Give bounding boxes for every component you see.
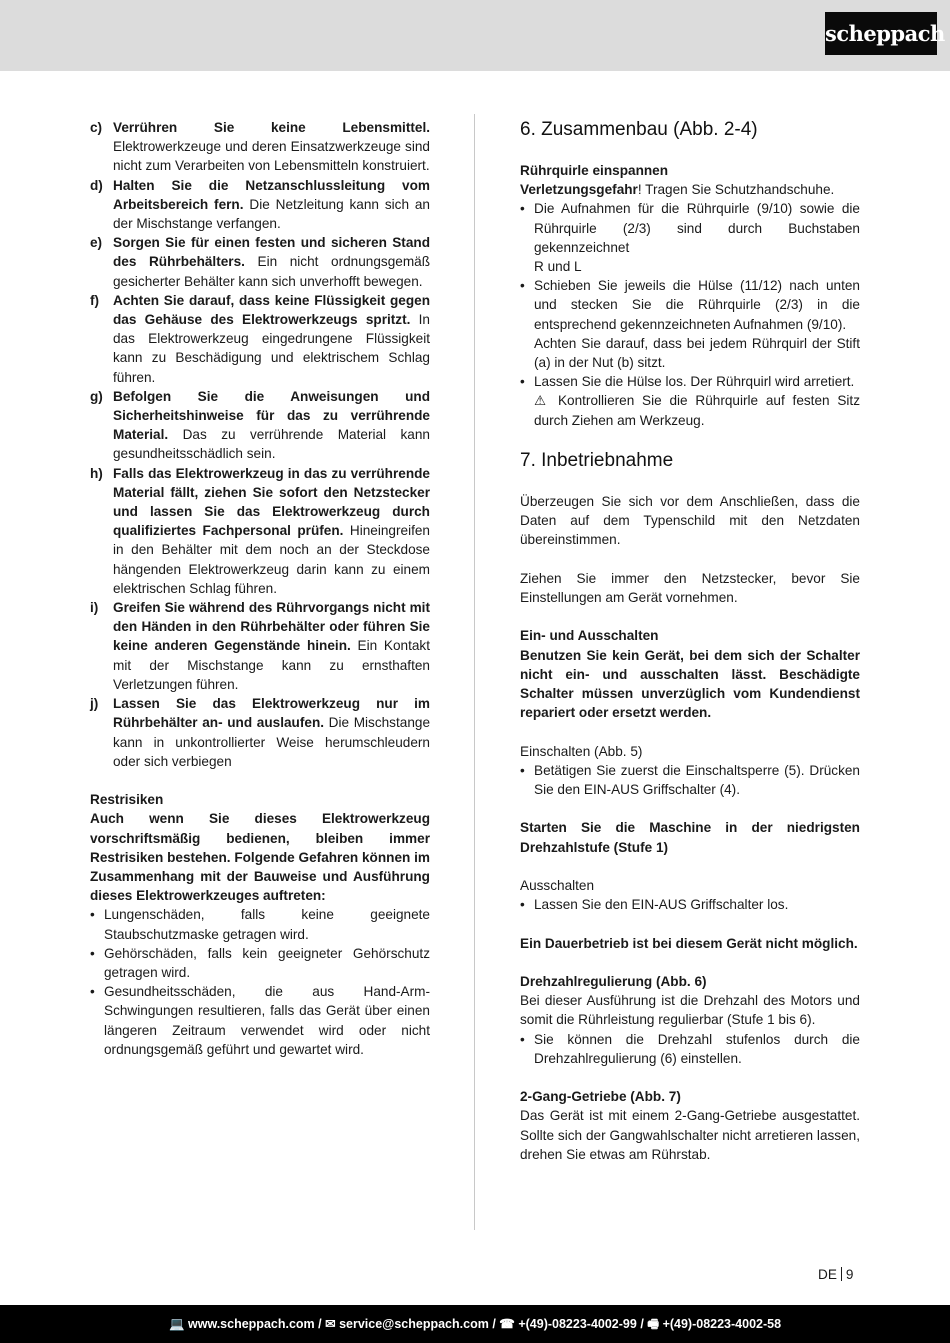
assembly-subtitle: Rührquirle einspannen — [520, 163, 669, 178]
safety-item — [90, 598, 430, 694]
page-number — [818, 1265, 853, 1284]
footer-email[interactable]: service@scheppach.com — [339, 1317, 489, 1331]
speed-control-list — [520, 1030, 860, 1068]
gearbox-text: Das Gerät ist mit einem 2-Gang-Getriebe ausgestattet. Sollte sich der Gangwahlschalter nicht arretieren lassen, drehen Sie etwas am Rührstab. — [520, 1108, 860, 1162]
email-icon: ✉ — [325, 1317, 336, 1331]
list-item: • Betätigen Sie zuerst die Einschaltsperre (5). Drücken Sie den EIN-AUS Griffschalter (4). — [520, 761, 860, 799]
safety-item — [90, 118, 430, 176]
item-bold-text: Lassen Sie das Elektrowerkzeug nur im Rührbehälter an- und auslaufen. — [113, 696, 430, 731]
list-item — [520, 276, 860, 372]
item-marker: i) — [90, 600, 99, 616]
section-6-title: 6. Zusammenbau (Abb. 2-4) — [520, 119, 758, 140]
assembly-steps-list — [520, 199, 860, 429]
safety-item — [90, 176, 430, 234]
page-language: DE — [818, 1267, 837, 1282]
assembly-step-2: Schieben Sie jeweils die Hülse (11/12) nach unten und stecken Sie die Rührquirle (2/3) in die entsprechend gekennzeichneten Aufnahmen (9/10). — [534, 278, 860, 332]
phone-icon: ☎ — [499, 1317, 515, 1331]
assembly-step-1: Die Aufnahmen für die Rührquirle (9/10) sowie die Rührquirle (2/3) sind durch Buchstaben gekennzeichnet — [534, 201, 860, 255]
speed-control-text: Bei dieser Ausführung ist die Drehzahl des Motors und somit die Rührleistung regulierbar (Stufe 1 bis 6). — [520, 993, 860, 1028]
speed-control-title: Drehzahlregulierung (Abb. 6) — [520, 974, 707, 989]
item-marker: d) — [90, 177, 103, 193]
brand-logo: scheppach — [825, 12, 937, 55]
item-text: Die Mischstange kann in unkontrollierter Weise herumschleudern oder sich verbiegen — [113, 715, 431, 769]
item-marker: h) — [90, 465, 103, 481]
page-number-separator — [841, 1267, 842, 1281]
commissioning-paragraph-1: Überzeugen Sie sich vor dem Anschließen, dass die Daten auf dem Typenschild mit den Netzdaten übereinstimmen. — [520, 494, 860, 548]
injury-warning — [520, 180, 860, 199]
injury-warning-label: Verletzungsgefahr — [520, 182, 638, 198]
switch-off-list — [520, 895, 860, 914]
item-bold-text: Achten Sie darauf, dass keine Flüssigkeit gegen das Gehäuse des Elektrowerkzeugs spritzt. — [113, 292, 430, 328]
item-bold-text: Verrühren Sie keine Lebensmittel. — [113, 120, 430, 135]
footer-separator: / — [318, 1317, 326, 1331]
left-column — [90, 118, 430, 1059]
footer-website[interactable]: www.scheppach.com — [188, 1317, 315, 1331]
safety-item — [90, 387, 430, 464]
list-item: • Gesundheitsschäden, die aus Hand-Arm- Schwingungen resultieren, falls das Gerät über einen längeren Zeitraum verwendet wird oder nicht ordnungsgemäß geführt und gewartet wird. — [90, 982, 430, 1059]
assembly-step-3: Lassen Sie die Hülse los. Der Rührquirl wird arretiert. — [534, 374, 855, 390]
item-text: Ein Kontakt mit der Mischstange kann zu ernsthaften Verletzungen führen. — [113, 638, 430, 692]
start-instruction: Starten Sie die Maschine in der niedrigsten Drehzahlstufe (Stufe 1) — [520, 820, 860, 855]
gearbox-title: 2-Gang-Getriebe (Abb. 7) — [520, 1089, 681, 1105]
commissioning-paragraph-2: Ziehen Sie immer den Netzstecker, bevor Sie Einstellungen am Gerät vornehmen. — [520, 570, 860, 606]
switch-on-label: Einschalten (Abb. 5) — [520, 743, 643, 759]
list-item — [520, 199, 860, 276]
item-text: Ein nicht ordnungsgemäß gesicherter Behälter kann sich unverhofft bewegen. — [113, 254, 431, 289]
item-bold-text: Befolgen Sie die Anweisungen und Sicherheitshinweise für das zu verrührende Material. — [113, 388, 430, 443]
item-marker: e) — [90, 235, 103, 251]
footer-separator: / — [640, 1317, 648, 1331]
section-7-title: 7. Inbetriebnahme — [520, 450, 674, 472]
list-item: • Lungenschäden, falls keine geeignete Staubschutzmaske getragen wird. — [90, 905, 430, 943]
item-marker: g) — [90, 388, 103, 404]
warning-triangle-icon: ⚠ — [534, 393, 551, 409]
footer-separator: / — [492, 1317, 500, 1331]
item-bold-text: Falls das Elektrowerkzeug in das zu verrührende Material fällt, ziehen Sie sofort den Netzstecker und lassen Sie das Elektrowerkzeug durch qualifiziertes Fachpersonal prüfen. — [113, 465, 430, 539]
list-item — [520, 372, 860, 430]
item-marker: c) — [90, 120, 103, 135]
column-divider — [474, 114, 475, 1230]
list-item: • Gehörschäden, falls kein geeigneter Gehörschutz getragen wird. — [90, 944, 430, 982]
restrisiken-title: Restrisiken — [90, 792, 164, 808]
safety-item — [90, 233, 430, 291]
footer-phone: +(49)-08223-4002-99 — [518, 1317, 637, 1331]
item-text: In das Elektrowerkzeug eingedrungene Flüssigkeit kann zu Beschädigung und elektrischem Schlag führen. — [113, 312, 430, 385]
item-bold-text: Halten Sie die Netzanschlussleitung vom Arbeitsbereich fern. — [113, 177, 430, 212]
safety-item — [90, 694, 430, 771]
item-text: Das zu verrührende Material kann gesundheitsschädlich sein. — [113, 427, 430, 462]
footer-fax: +(49)-08223-4002-58 — [662, 1317, 782, 1331]
safety-item — [90, 291, 430, 387]
assembly-step-2-cont: Achten Sie darauf, dass bei jedem Rührquirl der Stift (a) in der Nut (b) sitzt. — [534, 335, 860, 371]
list-item: • Lassen Sie den EIN-AUS Griffschalter los. — [520, 895, 860, 914]
right-column — [520, 118, 860, 1164]
header-bar — [0, 0, 950, 71]
safety-item — [90, 464, 430, 598]
item-marker: f) — [90, 292, 100, 308]
injury-warning-text: ! Tragen Sie Schutzhandschuhe. — [637, 182, 835, 198]
residual-risk-list — [90, 905, 430, 1059]
item-text: Elektrowerkzeuge und deren Einsatzwerkzeuge sind nicht zum Verarbeiten von Lebensmitteln konstruiert. — [113, 139, 430, 174]
restrisiken-intro: Auch wenn Sie dieses Elektrowerkzeug vorschriftsmäßig bedienen, bleiben immer Restrisiken bestehen. Folgende Gefahren können im Zusammenhang mit der Bauweise und Ausführung dieses Elektrowerkzeuges auftreten: — [90, 811, 430, 904]
computer-icon: 💻 — [168, 1317, 185, 1331]
item-bold-text: Greifen Sie während des Rührvorgangs nicht mit den Händen in den Rührbehälter oder führen Sie keine anderen Gegenstände hinein. — [113, 600, 430, 654]
safety-instructions-list — [90, 118, 430, 771]
switch-title: Ein- und Ausschalten — [520, 628, 659, 644]
assembly-step-1-cont: R und L — [534, 259, 582, 275]
assembly-step-3-cont: Kontrollieren Sie die Rührquirle auf festen Sitz durch Ziehen am Werkzeug. — [534, 393, 861, 428]
item-marker: j) — [90, 696, 99, 712]
footer-bar — [0, 1305, 950, 1343]
page-number-value: 9 — [845, 1267, 854, 1282]
continuous-operation-note: Ein Dauerbetrieb ist bei diesem Gerät nicht möglich. — [520, 935, 858, 951]
item-text: Hineingreifen in den Behälter mit dem noch an der Steckdose hängenden Elektrowerkzeug darin kann zu einem elektrischen Schlag führen. — [113, 523, 430, 596]
switch-off-label: Ausschalten — [520, 878, 595, 894]
switch-on-list — [520, 761, 860, 799]
switch-warning: Benutzen Sie kein Gerät, bei dem sich der Schalter nicht ein- und ausschalten lässt. Beschädigte Schalter müssen unverzüglich vom Kundendienst repariert oder ersetzt werden. — [520, 647, 860, 721]
item-text: Die Netzleitung kann sich an der Mischstange verfangen. — [113, 196, 430, 232]
fax-icon: 🖷 — [647, 1317, 660, 1331]
item-bold-text: Sorgen Sie für einen festen und sicheren Stand des Rührbehälters. — [113, 235, 430, 270]
list-item: • Sie können die Drehzahl stufenlos durch die Drehzahlregulierung (6) einstellen. — [520, 1030, 860, 1068]
